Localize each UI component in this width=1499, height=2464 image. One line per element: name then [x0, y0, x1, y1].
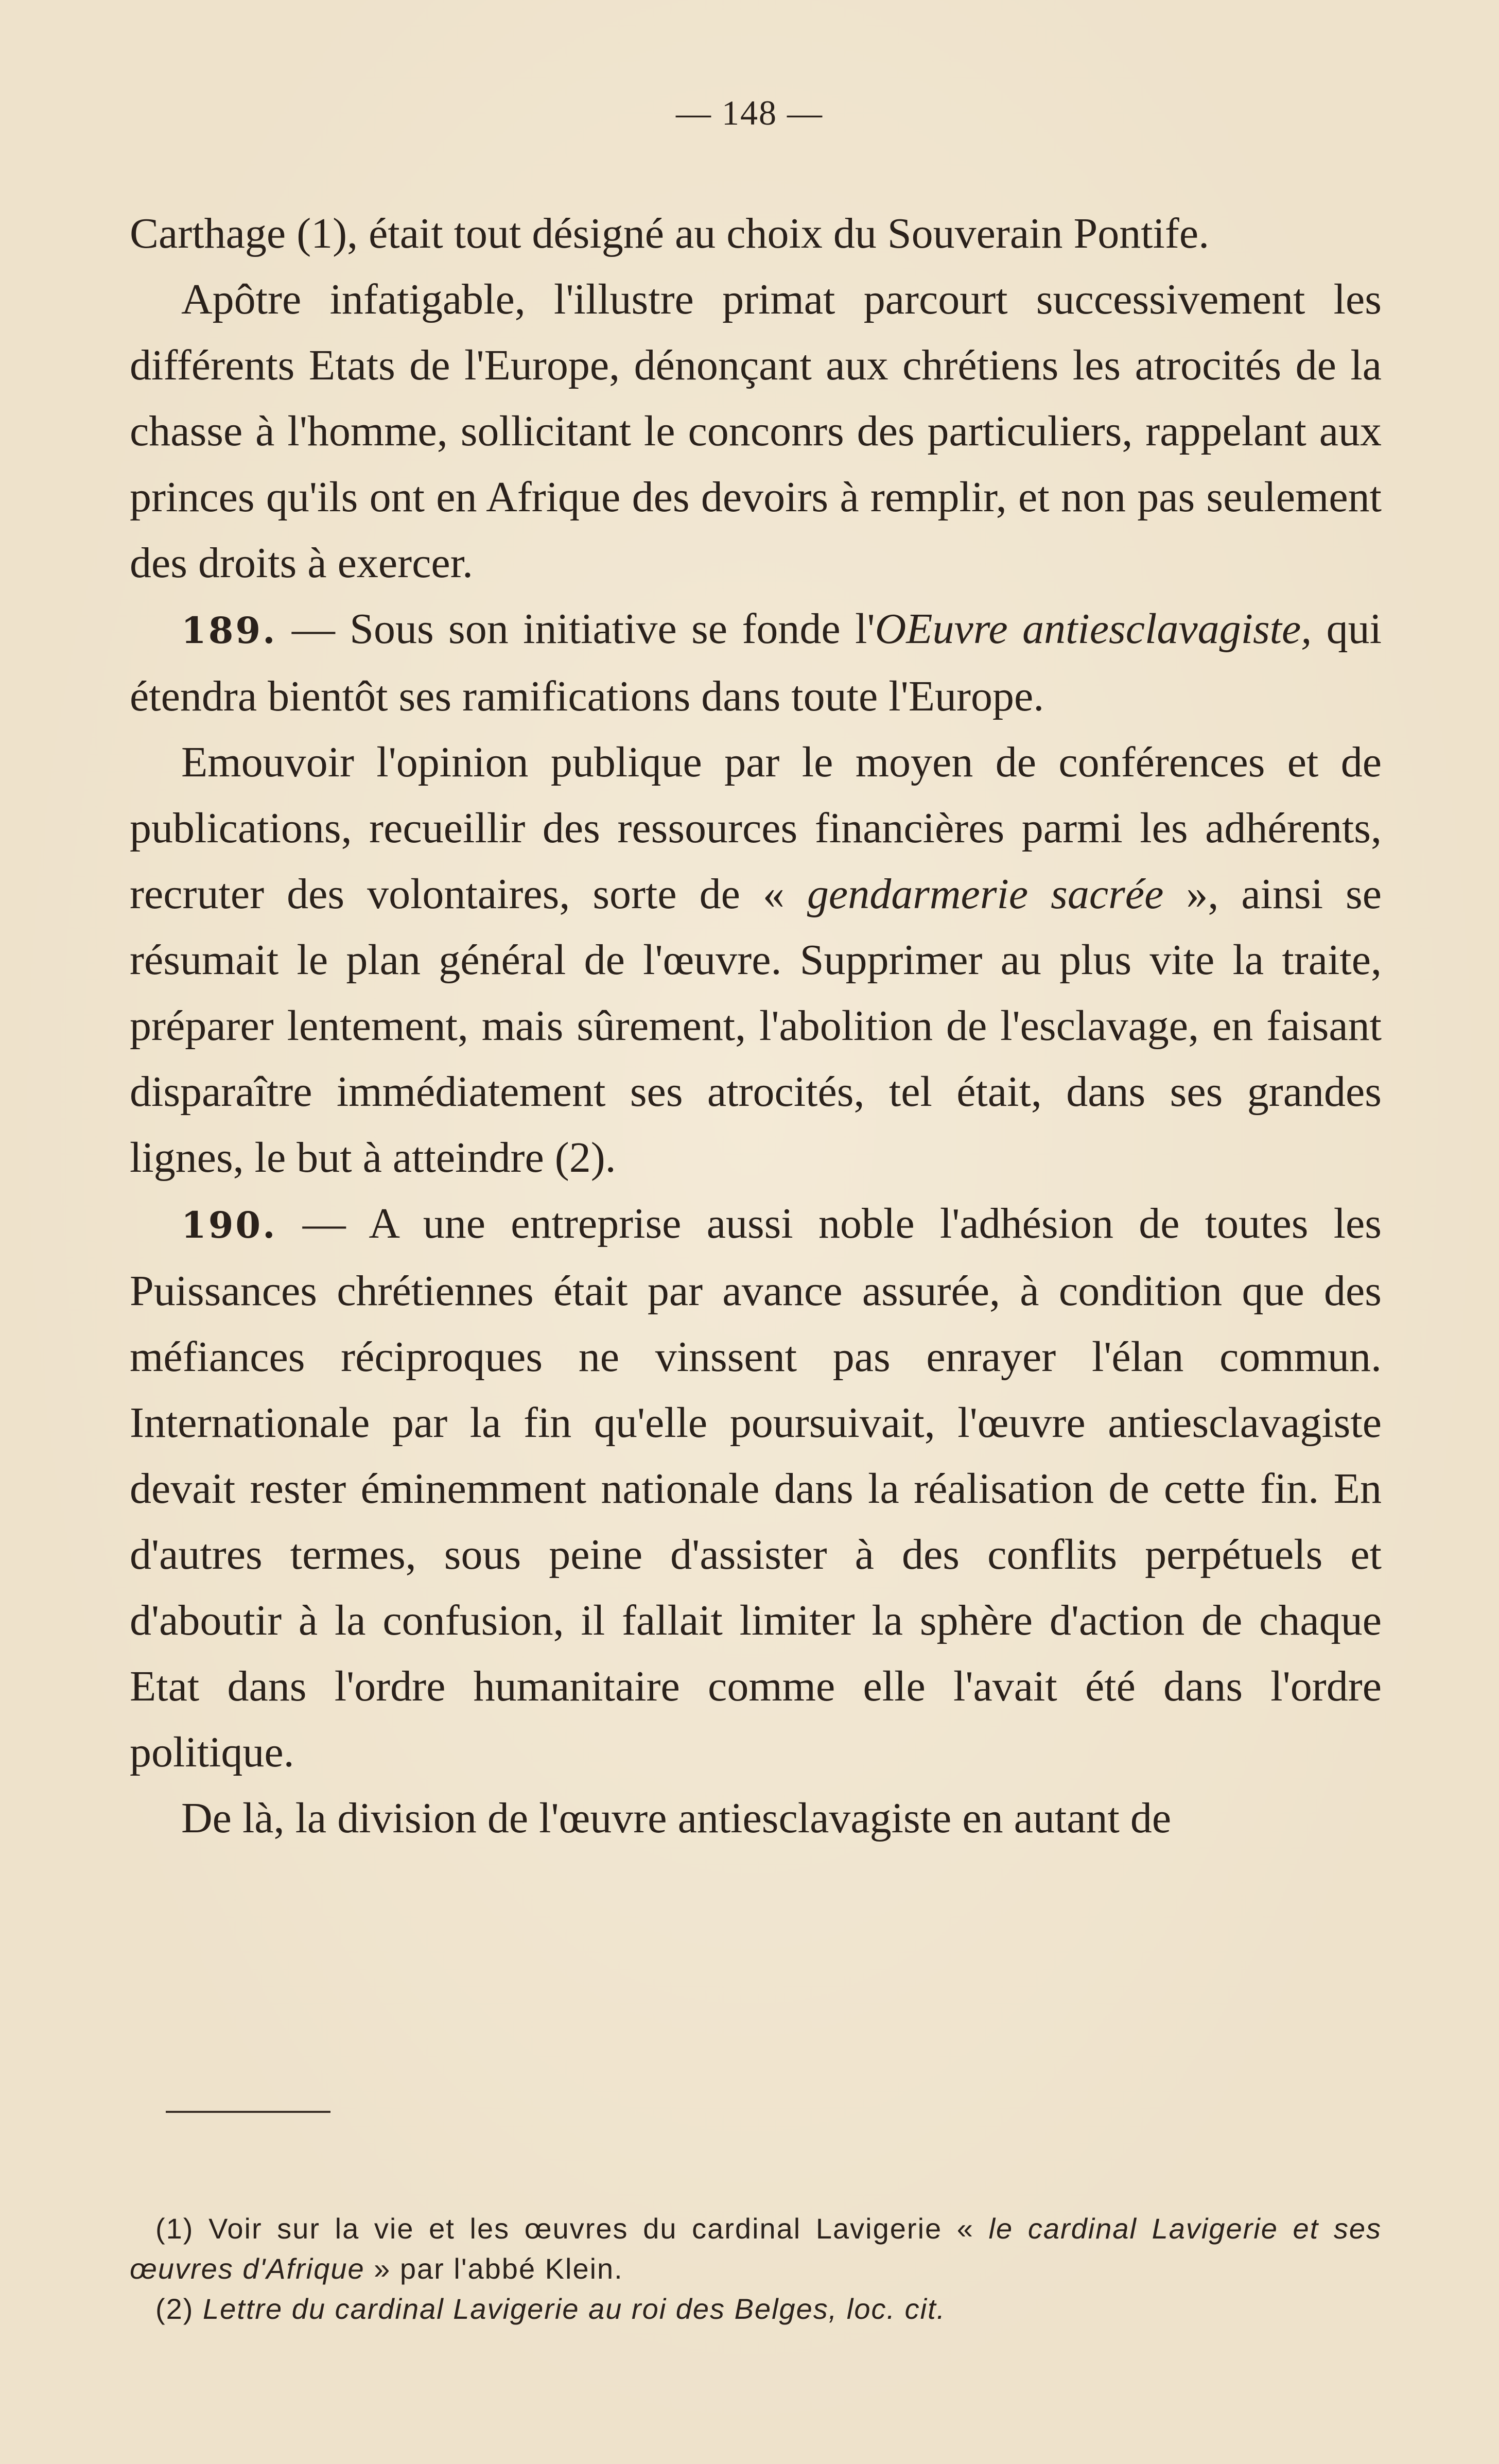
footnote-2-number: (2)	[155, 2293, 203, 2325]
paragraph-189-italic: OEuvre antiesclavagiste,	[875, 605, 1312, 653]
paragraph-2: Apôtre infatigable, l'illustre primat parcourt successivement les différents Etats de l'Europe, dénonçant aux chrétiens les atrocités de la chasse à l'homme, sollicitant le conconrs des particuliers, rappelant aux princes qu'ils ont en Afrique des devoirs à remplir, et non pas seulement des droits à exercer.	[130, 275, 1382, 587]
footnotes	[130, 2209, 1382, 2329]
paragraph-4-italic: gendarmerie sacrée	[807, 870, 1164, 918]
footnote-1	[130, 2209, 1382, 2289]
paragraph-6: De là, la division de l'œuvre antiesclavagiste en autant de	[181, 1794, 1172, 1842]
paragraph-189-lead: — Sous son initiative se fonde l'	[277, 605, 875, 653]
paragraph-189	[130, 596, 1382, 730]
footnote-1-rest: » par l'abbé Klein.	[364, 2252, 623, 2285]
paragraph-1: Carthage (1), était tout désigné au choix du Souverain Pontife.	[130, 210, 1210, 257]
paragraph-190	[130, 1191, 1382, 1785]
paragraph-4-lead: Emouvoir l'opinion publique par le moyen de conférences et de publications, recueillir des ressources financières parmi les adhérents, recruter des volontaires, sorte de «	[130, 738, 1382, 918]
paragraph-4-rest: », ainsi se résumait le plan général de l'œuvre. Supprimer au plus vite la traite, préparer lentement, mais sûrement, l'abolition de l'esclavage, en faisant disparaître immédiatement ses atrocités, tel était, dans ses grandes lignes, le but à atteindre (2).	[130, 870, 1382, 1182]
paragraph-189-rest: qui étendra bientôt ses ramifications dans toute l'Europe.	[130, 605, 1382, 720]
paragraph-190-text: — A une entreprise aussi noble l'adhésion de toutes les Puissances chrétiennes était par avance assurée, à condition que des méfiances réciproques ne vinssent pas enrayer l'élan commun. Internationale par la fin qu'elle poursuivait, l'œuvre antiesclavagiste devait rester éminemment nationale dans la réalisation de cette fin. En d'autres termes, sous peine d'assister à des conflits perpétuels et d'aboutir à la confusion, il fallait limiter la sphère d'action de chaque Etat dans l'ordre humanitaire comme elle l'avait été dans l'ordre politique.	[130, 1200, 1382, 1776]
footnote-2-italic: Lettre du cardinal Lavigerie au roi des Belges, loc. cit.	[203, 2293, 946, 2325]
footnote-2	[130, 2289, 1382, 2329]
section-number-190: 190.	[181, 1204, 277, 1246]
page-number: — 148 —	[676, 93, 823, 132]
section-number-189: 189.	[181, 609, 277, 652]
footnote-separator	[166, 2111, 330, 2113]
paragraph-4	[130, 730, 1382, 1191]
main-text	[130, 201, 1382, 1851]
footnote-1-lead: (1) Voir sur la vie et les œuvres du cardinal Lavigerie «	[155, 2212, 989, 2245]
footnote-1-italic: le cardinal Lavigerie et ses œuvres d'Afrique	[130, 2212, 1382, 2285]
